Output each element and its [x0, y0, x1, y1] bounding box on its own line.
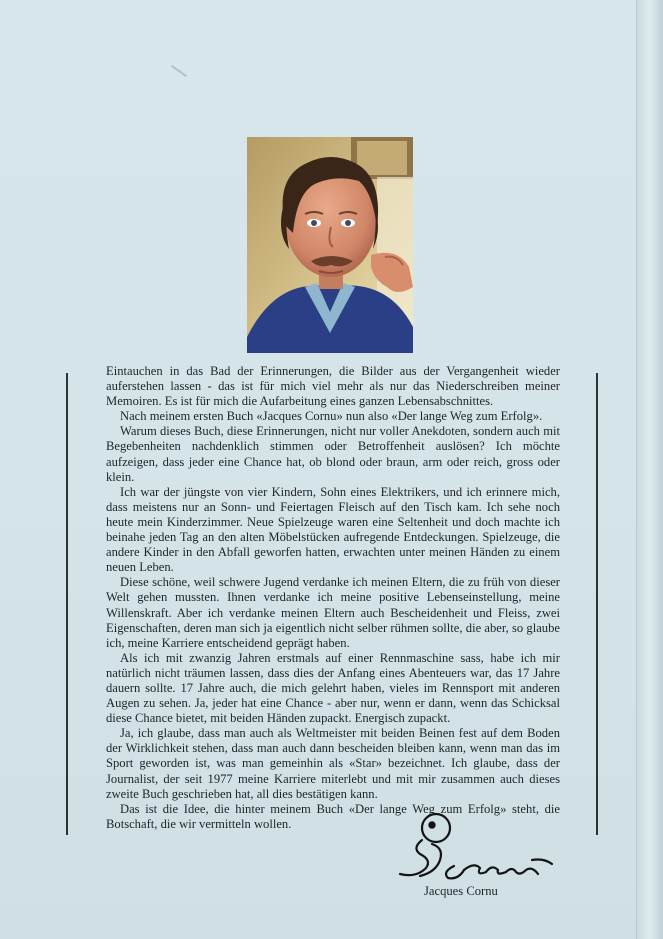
foreword-text [106, 364, 560, 832]
paragraph: Warum dieses Buch, diese Erinnerungen, nicht nur voller Anekdoten, sondern auch mit Begebenheiten nachdenklich stimmen oder Betroffenheit auslösen? Ich möchte aufzeigen, dass jeder eine Chance hat, ob blond oder braun, arm oder reich, gross oder klein. [106, 424, 560, 484]
signature-name: Jacques Cornu [424, 884, 498, 898]
paragraph: Diese schöne, weil schwere Jugend verdanke ich meinen Eltern, die zu früh von dieser Welt gehen mussten. Ihnen verdanke ich meine positive Lebenseinstellung, meine Willenskraft. Aber ich verdanke meinen Eltern auch Bescheidenheit und Fleiss, zwei Eigenschaften, deren man sich ja eigentlich nicht selber rühmen sollte, die aber, so glaube ich, meine Karriere entscheidend geprägt haben. [106, 575, 560, 650]
author-portrait-photo [247, 137, 413, 353]
paragraph: Eintauchen in das Bad der Erinnerungen, die Bilder aus der Vergangenheit wieder auferstehen lassen - das ist für mich viel mehr als nur das Niederschreiben meiner Memoiren. Es ist für mich die Aufarbeitung eines ganzen Lebensabschnittes. [106, 364, 560, 409]
handwritten-signature [392, 808, 557, 883]
paragraph: Ja, ich glaube, dass man auch als Weltmeister mit beiden Beinen fest auf dem Boden der Wirklichkeit stehen, dass man auch dann bescheiden bleiben kann, wenn man das im Sport geworden ist, was man gemeinhin als «Star» bezeichnet. Ich glaube, dass der Journalist, der seit 1977 meine Karriere miterlebt und mit mir zusammen auch dieses zweite Buch geschrieben hat, all dies bestätigen kann. [106, 726, 560, 801]
paragraph: Ich war der jüngste von vier Kindern, Sohn eines Elektrikers, und ich erinnere mich, dass meistens nur an Sonn- und Feiertagen Fleisch auf den Tisch kam. Ich sehe noch heute mein Kinderzimmer. Neue Spielzeuge waren eine Seltenheit und doch machte ich beinahe jeden Tag an den alten Möbelstücken aufregende Entdeckungen. Spielzeuge, die andere Kinder in den Abfall geworfen hatten, erwachten unter meinen Händen zu einem neuen Leben. [106, 484, 560, 575]
left-margin-rule [66, 373, 68, 835]
paragraph: Das ist die Idee, die hinter meinem Buch «Der lange Weg zum Erfolg» steht, die Botschaft, die wir vermitteln wollen. [106, 801, 560, 831]
right-margin-rule [596, 373, 598, 835]
book-edge [636, 0, 663, 939]
paragraph: Nach meinem ersten Buch «Jacques Cornu» nun also «Der lange Weg zum Erfolg». [120, 409, 543, 424]
paragraph: Als ich mit zwanzig Jahren erstmals auf einer Rennmaschine sass, habe ich mir natürlich nicht träumen lassen, dass dies der Anfang eines Abenteuers war, das 17 Jahre dauern sollte. 17 Jahre auch, die mich gelehrt haben, vieles im Rennsport mit anderen Augen zu sehen. Ja, jeder hat eine Chance - aber nur, wenn er dann, wenn das Schicksal diese Chance bietet, mit beiden Händen zupackt. Energisch zupackt. [106, 650, 560, 726]
